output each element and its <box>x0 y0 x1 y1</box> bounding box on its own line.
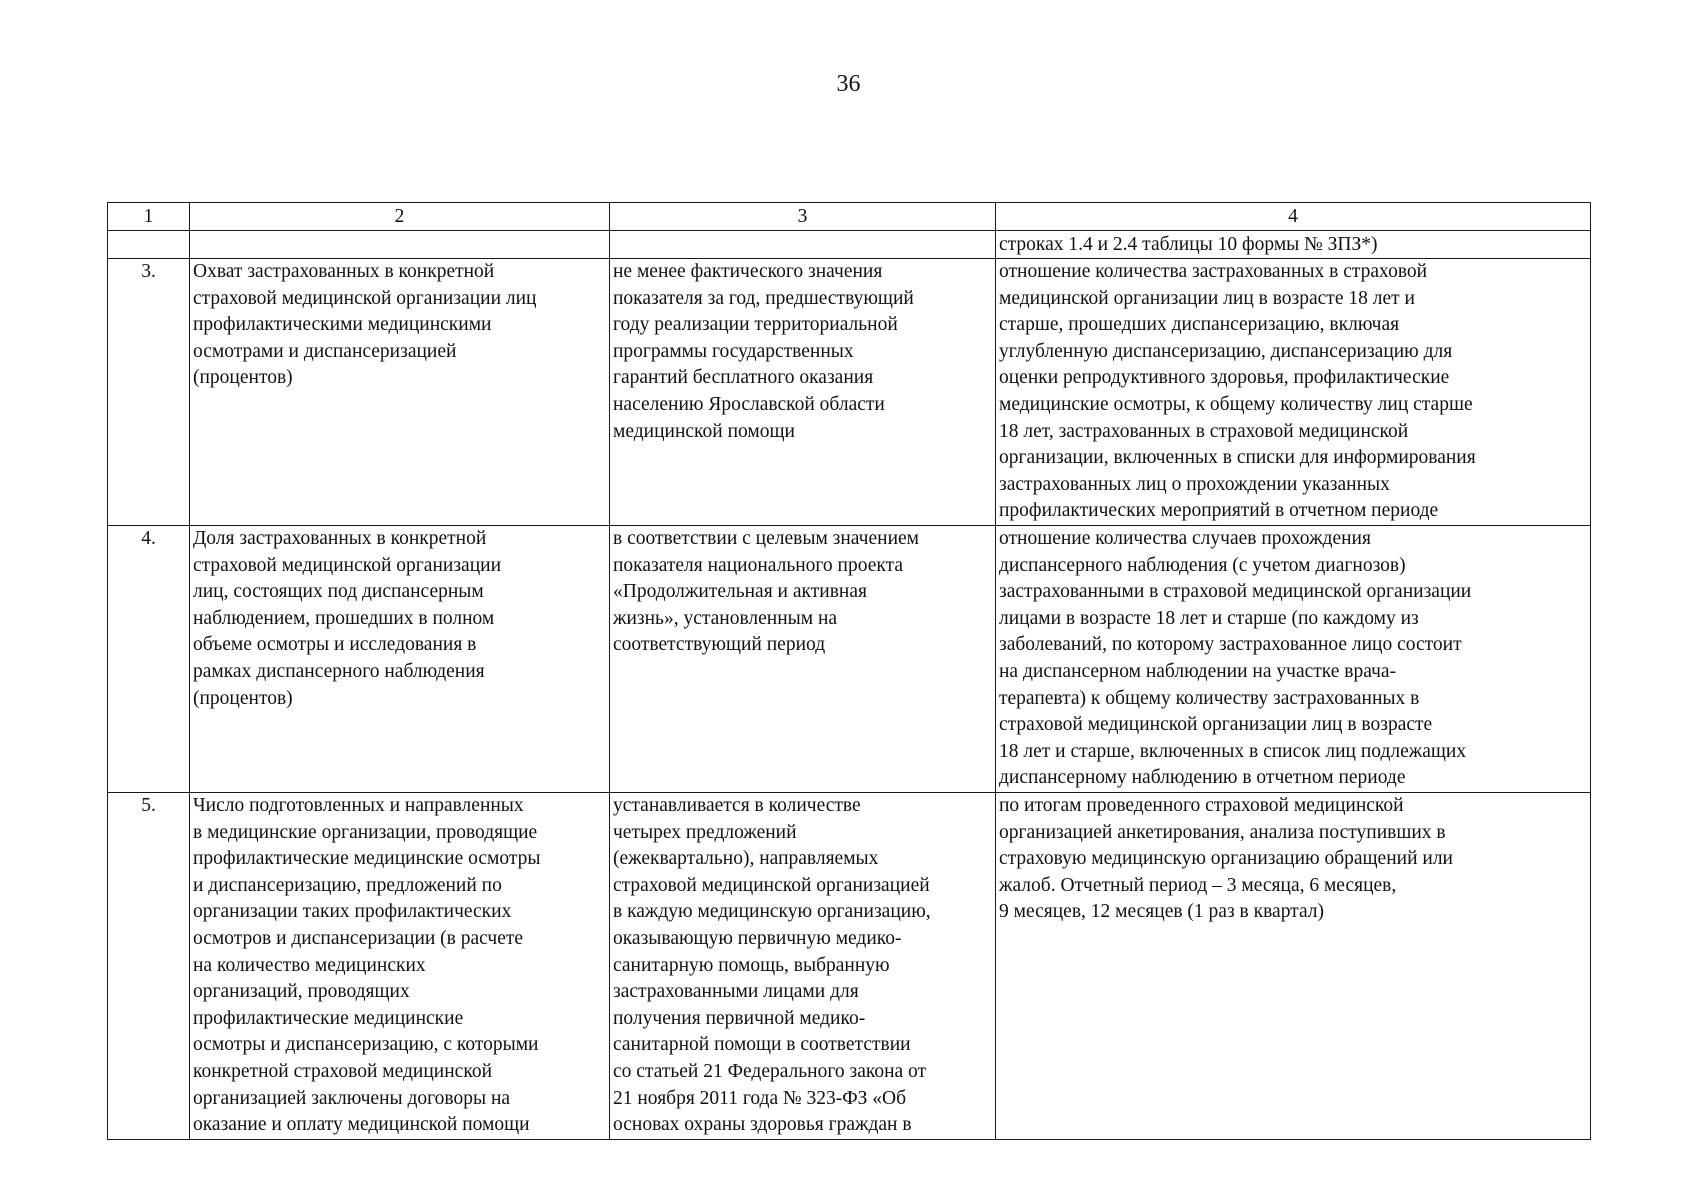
continuation-indicator-cell <box>190 231 610 259</box>
column-header-1: 1 <box>108 203 190 231</box>
row-number-cell: 5. <box>108 793 190 1140</box>
table-header-row <box>108 203 1591 231</box>
row-number-cell: 4. <box>108 526 190 793</box>
calculation-method-cell: отношение количества случаев прохождения диспансерного наблюдения (с учетом диагнозов) застрахованными в страховой медицинской организации лицами в возрасте 18 лет и старше (по каждому из заболеваний, по которому застрахованное лицо состоит на диспансерном наблюдении на участке врача- терапевта) к общему количеству застрахованных в страховой медицинской организации лиц в возрасте 18 лет и старше, включенных в список лиц подлежащих диспансерному наблюдению в отчетном периоде <box>996 526 1591 793</box>
column-header-3: 3 <box>610 203 996 231</box>
calculation-method-cell: отношение количества застрахованных в страховой медицинской организации лиц в возрасте 18 лет и старше, прошедших диспансеризацию, включая углубленную диспансеризацию, диспансеризацию для оценки репродуктивного здоровья, профилактические медицинские осмотры, к общему количеству лиц старше 18 лет, застрахованных в страховой медицинской организации, включенных в списки для информирования застрахованных лиц о прохождении указанных профилактических мероприятий в отчетном периоде <box>996 259 1591 526</box>
continuation-target-cell <box>610 231 996 259</box>
continuation-number-cell <box>108 231 190 259</box>
page-number: 36 <box>836 71 861 97</box>
calculation-method-cell: по итогам проведенного страховой медицинской организацией анкетирования, анализа поступивших в страховую медицинскую организацию обращений или жалоб. Отчетный период – 3 месяца, 6 месяцев, 9 месяцев, 12 месяцев (1 раз в квартал) <box>996 793 1591 1140</box>
indicator-cell: Число подготовленных и направленных в медицинские организации, проводящие профилактические медицинские осмотры и диспансеризацию, предложений по организации таких профилактических осмотров и диспансеризации (в расчете на количество медицинских организаций, проводящих профилактические медицинские осмотры и диспансеризацию, с которыми конкретной страховой медицинской организацией заключены договоры на оказание и оплату медицинской помощи <box>190 793 610 1140</box>
indicator-cell: Доля застрахованных в конкретной страховой медицинской организации лиц, состоящих под диспансерным наблюдением, прошедших в полном объеме осмотры и исследования в рамках диспансерного наблюдения (процентов) <box>190 526 610 793</box>
column-header-2: 2 <box>190 203 610 231</box>
continuation-row <box>108 231 1591 259</box>
indicators-table <box>107 202 1591 1140</box>
table-row <box>108 526 1591 793</box>
table-row <box>108 259 1591 526</box>
row-number-cell: 3. <box>108 259 190 526</box>
indicator-cell: Охват застрахованных в конкретной страховой медицинской организации лиц профилактическими медицинскими осмотрами и диспансеризацией (процентов) <box>190 259 610 526</box>
table-row <box>108 793 1591 1140</box>
target-value-cell: в соответствии с целевым значением показателя национального проекта «Продолжительная и активная жизнь», установленным на соответствующий период <box>610 526 996 793</box>
target-value-cell: устанавливается в количестве четырех предложений (ежеквартально), направляемых страховой медицинской организацией в каждую медицинскую организацию, оказывающую первичную медико- санитарную помощь, выбранную застрахованными лицами для получения первичной медико- санитарной помощи в соответствии со статьей 21 Федерального закона от 21 ноября 2011 года № 323-ФЗ «Об основах охраны здоровья граждан в <box>610 793 996 1140</box>
continuation-method-cell: строках 1.4 и 2.4 таблицы 10 формы № ЗПЗ*) <box>996 231 1591 259</box>
target-value-cell: не менее фактического значения показателя за год, предшествующий году реализации территориальной программы государственных гарантий бесплатного оказания населению Ярославской области медицинской помощи <box>610 259 996 526</box>
column-header-4: 4 <box>996 203 1591 231</box>
